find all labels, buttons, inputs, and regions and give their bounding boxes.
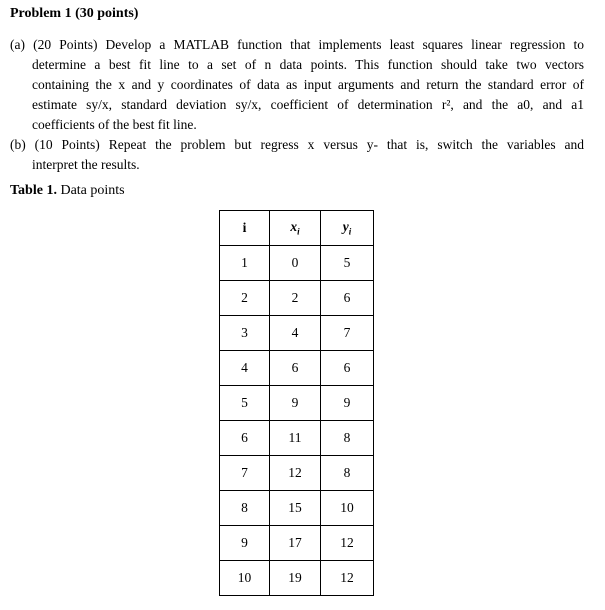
table-row	[220, 386, 374, 421]
cell-y: 7	[321, 316, 374, 351]
cell-y: 5	[321, 246, 374, 281]
part-b-line: interpret the results.	[32, 157, 140, 172]
cell-x: 4	[270, 316, 321, 351]
cell-y: 10	[321, 491, 374, 526]
cell-i: 2	[220, 281, 270, 316]
cell-x: 15	[270, 491, 321, 526]
table-row	[220, 281, 374, 316]
cell-i: 4	[220, 351, 270, 386]
table-row	[220, 561, 374, 596]
cell-x: 0	[270, 246, 321, 281]
header-y: $y_i$	[321, 211, 374, 246]
header-x: $x_i$	[270, 211, 321, 246]
part-b-text	[10, 135, 584, 175]
table-caption-text: Data points	[56, 183, 125, 198]
part-a-line: (a) (20 Points) Develop a MATLAB function that implements least squares linear regression to	[10, 37, 584, 52]
cell-y: 12	[321, 561, 374, 596]
table-row	[220, 246, 374, 281]
table-caption	[10, 183, 125, 199]
cell-x: 2	[270, 281, 321, 316]
header-i: i	[220, 211, 270, 246]
part-a-line: estimate sy/x, standard deviation sy/x, coefficient of determination r², and the a0, and a1	[32, 97, 584, 112]
cell-x: 6	[270, 351, 321, 386]
table-caption-label: Table 1.	[10, 183, 57, 198]
cell-x: 12	[270, 456, 321, 491]
table-row	[220, 351, 374, 386]
cell-x: 17	[270, 526, 321, 561]
cell-i: 7	[220, 456, 270, 491]
part-a-line: containing the x and y coordinates of data as input arguments and return the standard error of	[32, 77, 584, 92]
data-points-table	[219, 210, 374, 596]
cell-y: 6	[321, 281, 374, 316]
table-row	[220, 316, 374, 351]
cell-i: 10	[220, 561, 270, 596]
problem-title: Problem 1 (30 points)	[10, 6, 139, 21]
part-b-line: (b) (10 Points) Repeat the problem but regress x versus y- that is, switch the variables and	[10, 137, 584, 152]
part-a-text	[10, 35, 584, 135]
cell-i: 8	[220, 491, 270, 526]
cell-y: 12	[321, 526, 374, 561]
table-row	[220, 421, 374, 456]
cell-y: 9	[321, 386, 374, 421]
cell-y: 8	[321, 456, 374, 491]
cell-i: 3	[220, 316, 270, 351]
table-row	[220, 456, 374, 491]
cell-x: 11	[270, 421, 321, 456]
cell-i: 5	[220, 386, 270, 421]
cell-y: 6	[321, 351, 374, 386]
cell-y: 8	[321, 421, 374, 456]
cell-x: 9	[270, 386, 321, 421]
table-row	[220, 526, 374, 561]
table-header-row	[220, 211, 374, 246]
cell-i: 1	[220, 246, 270, 281]
cell-i: 9	[220, 526, 270, 561]
part-a-line: coefficients of the best fit line.	[32, 117, 197, 132]
cell-i: 6	[220, 421, 270, 456]
part-a-line: determine a best fit line to a set of n data points. This function should take two vectors	[32, 57, 584, 72]
cell-x: 19	[270, 561, 321, 596]
table-row	[220, 491, 374, 526]
